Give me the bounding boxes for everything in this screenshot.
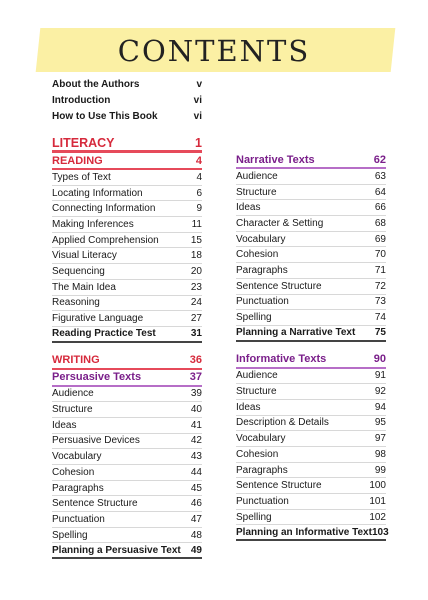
toc-entry-how-to-use [52,109,202,125]
section-page: 62 [373,153,386,166]
toc-page: 48 [190,529,202,541]
toc-entry [236,416,386,432]
toc-label: Character & Setting [236,217,324,229]
toc-label: Spelling [236,511,272,523]
toc-page: 23 [190,281,202,293]
toc-entry [236,494,386,510]
toc-label: About the Authors [52,79,140,90]
toc-label: Structure [236,386,277,398]
toc-page: 11 [191,218,202,230]
reading-items [52,170,202,327]
toc-entry [52,402,202,418]
toc-entry-introduction [52,93,202,109]
toc-page: 24 [190,297,202,309]
section-page: 90 [373,353,386,366]
spacer [236,342,386,352]
toc-page: 40 [190,404,202,416]
toc-entry [236,216,386,232]
persuasive-items [52,387,202,544]
toc-label: How to Use This Book [52,111,158,122]
section-writing [52,353,202,370]
right-column [236,152,389,541]
toc-page: 27 [190,313,202,325]
toc-page: 42 [190,435,202,447]
toc-entry [52,418,202,434]
toc-page: 73 [374,296,386,308]
toc-entry [236,200,386,216]
toc-entry [236,185,386,201]
toc-label: Paragraphs [236,264,288,276]
toc-page: 44 [190,466,202,478]
toc-page: 102 [369,511,386,523]
toc-label: Ideas [236,401,261,413]
toc-label: Ideas [52,419,77,431]
section-page: 4 [195,154,202,167]
toc-label: Sentence Structure [52,498,138,510]
toc-page: vi [193,111,202,122]
toc-entry [236,463,386,479]
toc-page: 94 [374,401,386,413]
toc-label: Audience [236,370,278,382]
toc-entry [52,528,202,544]
toc-entry [52,217,202,233]
toc-label: Audience [236,170,278,182]
toc-label: Structure [52,404,93,416]
toc-label: Audience [52,388,94,400]
toc-page: 6 [196,187,202,199]
toc-entry-reading-test [52,327,202,343]
toc-page: 72 [374,280,386,292]
informative-items [236,369,386,526]
toc-page: 103 [371,526,389,538]
toc-label: Visual Literacy [52,250,117,262]
section-informative [236,352,386,369]
toc-label: Ideas [236,202,261,214]
toc-entry [52,449,202,465]
toc-page: 31 [190,328,202,340]
toc-page: 71 [374,264,386,276]
toc-entry [52,296,202,312]
toc-label: Sequencing [52,265,105,277]
toc-entry [236,232,386,248]
toc-entry [52,434,202,450]
toc-label: The Main Idea [52,281,116,293]
toc-page: 91 [374,370,386,382]
toc-entry [52,481,202,497]
toc-entry [236,263,386,279]
toc-page: 47 [190,513,202,525]
toc-label: Planning an Informative Text [236,526,372,538]
toc-page: 68 [374,217,386,229]
section-literacy [52,135,202,153]
toc-page: 41 [190,419,202,431]
toc-entry [52,186,202,202]
toc-label: Punctuation [52,513,105,525]
toc-entry-informative-plan [236,525,389,541]
toc-label: Sentence Structure [236,280,322,292]
toc-entry-about [52,77,202,93]
toc-entry [236,510,386,526]
toc-label: Paragraphs [236,464,288,476]
toc-page: 100 [369,480,386,492]
toc-page: 69 [374,233,386,245]
toc-entry [52,311,202,327]
section-persuasive [52,370,202,387]
toc-label: Reading Practice Test [52,328,156,340]
toc-label: Reasoning [52,297,100,309]
toc-entry [236,295,386,311]
toc-page: 70 [374,249,386,261]
toc-entry [52,512,202,528]
toc-label: Vocabulary [236,233,286,245]
toc-page: 18 [190,250,202,262]
toc-page: 9 [196,203,202,215]
toc-entry [236,369,386,385]
section-label: Informative Texts [236,353,327,366]
toc-label: Punctuation [236,495,289,507]
toc-label: Connecting Information [52,203,156,215]
toc-page: 66 [374,202,386,214]
toc-label: Cohesion [52,466,95,478]
section-page: 1 [195,135,202,150]
section-label: Narrative Texts [236,153,315,166]
toc-entry [236,431,386,447]
toc-label: Planning a Persuasive Text [52,544,181,556]
toc-page: 45 [190,482,202,494]
toc-page: v [196,79,202,90]
toc-label: Planning a Narrative Text [236,327,356,339]
toc-page: 49 [190,544,202,556]
section-label: READING [52,154,103,167]
toc-label: Structure [236,186,277,198]
toc-label: Cohesion [236,249,279,261]
toc-page: 15 [190,234,202,246]
toc-entry [52,465,202,481]
toc-page: 39 [190,388,202,400]
toc-label: Making Inferences [52,218,134,230]
toc-page: 98 [374,448,386,460]
section-page: 37 [189,371,202,384]
narrative-items [236,169,386,326]
toc-page: 95 [374,417,386,429]
toc-entry [52,248,202,264]
toc-entry [52,170,202,186]
toc-label: Spelling [52,529,88,541]
toc-page: 20 [190,265,202,277]
toc-label: Locating Information [52,187,143,199]
toc-page: 101 [369,495,386,507]
toc-label: Applied Comprehension [52,234,159,246]
toc-label: Cohesion [236,448,279,460]
toc-entry [52,496,202,512]
toc-page: 75 [374,327,386,339]
toc-entry-persuasive-plan [52,543,202,559]
toc-page: 46 [190,498,202,510]
toc-entry [52,233,202,249]
toc-entry [236,478,386,494]
toc-page: 4 [196,171,202,183]
toc-entry [52,264,202,280]
toc-page: 43 [190,451,202,463]
toc-entry [236,384,386,400]
section-narrative [236,152,386,169]
section-reading [52,153,202,170]
toc-page: 63 [374,170,386,182]
toc-entry [236,400,386,416]
toc-page: 64 [374,186,386,198]
section-label: LITERACY [52,135,115,150]
toc-page: 97 [374,433,386,445]
toc-label: Sentence Structure [236,480,322,492]
left-column [52,135,202,559]
section-page: 36 [189,354,202,367]
section-label: WRITING [52,354,100,367]
section-label: Persuasive Texts [52,371,142,384]
toc-label: Description & Details [236,417,329,429]
toc-entry [52,387,202,403]
toc-label: Vocabulary [52,451,102,463]
toc-entry [236,447,386,463]
toc-label: Types of Text [52,171,111,183]
toc-entry [236,310,386,326]
spacer [52,343,202,353]
toc-entry [236,247,386,263]
toc-label: Figurative Language [52,313,144,325]
toc-entry [52,201,202,217]
toc-label: Paragraphs [52,482,104,494]
toc-page: 92 [374,386,386,398]
page-title: CONTENTS [117,34,311,68]
intro-list [52,77,202,125]
toc-page: 74 [374,312,386,324]
toc-label: Spelling [236,312,272,324]
toc-entry [236,279,386,295]
toc-entry [52,280,202,296]
toc-entry [236,169,386,185]
toc-page: 99 [374,464,386,476]
toc-entry-narrative-plan [236,326,386,342]
toc-label: Persuasive Devices [52,435,140,447]
toc-label: Introduction [52,95,111,106]
toc-label: Vocabulary [236,433,286,445]
toc-label: Punctuation [236,296,289,308]
toc-page: vi [193,95,202,106]
